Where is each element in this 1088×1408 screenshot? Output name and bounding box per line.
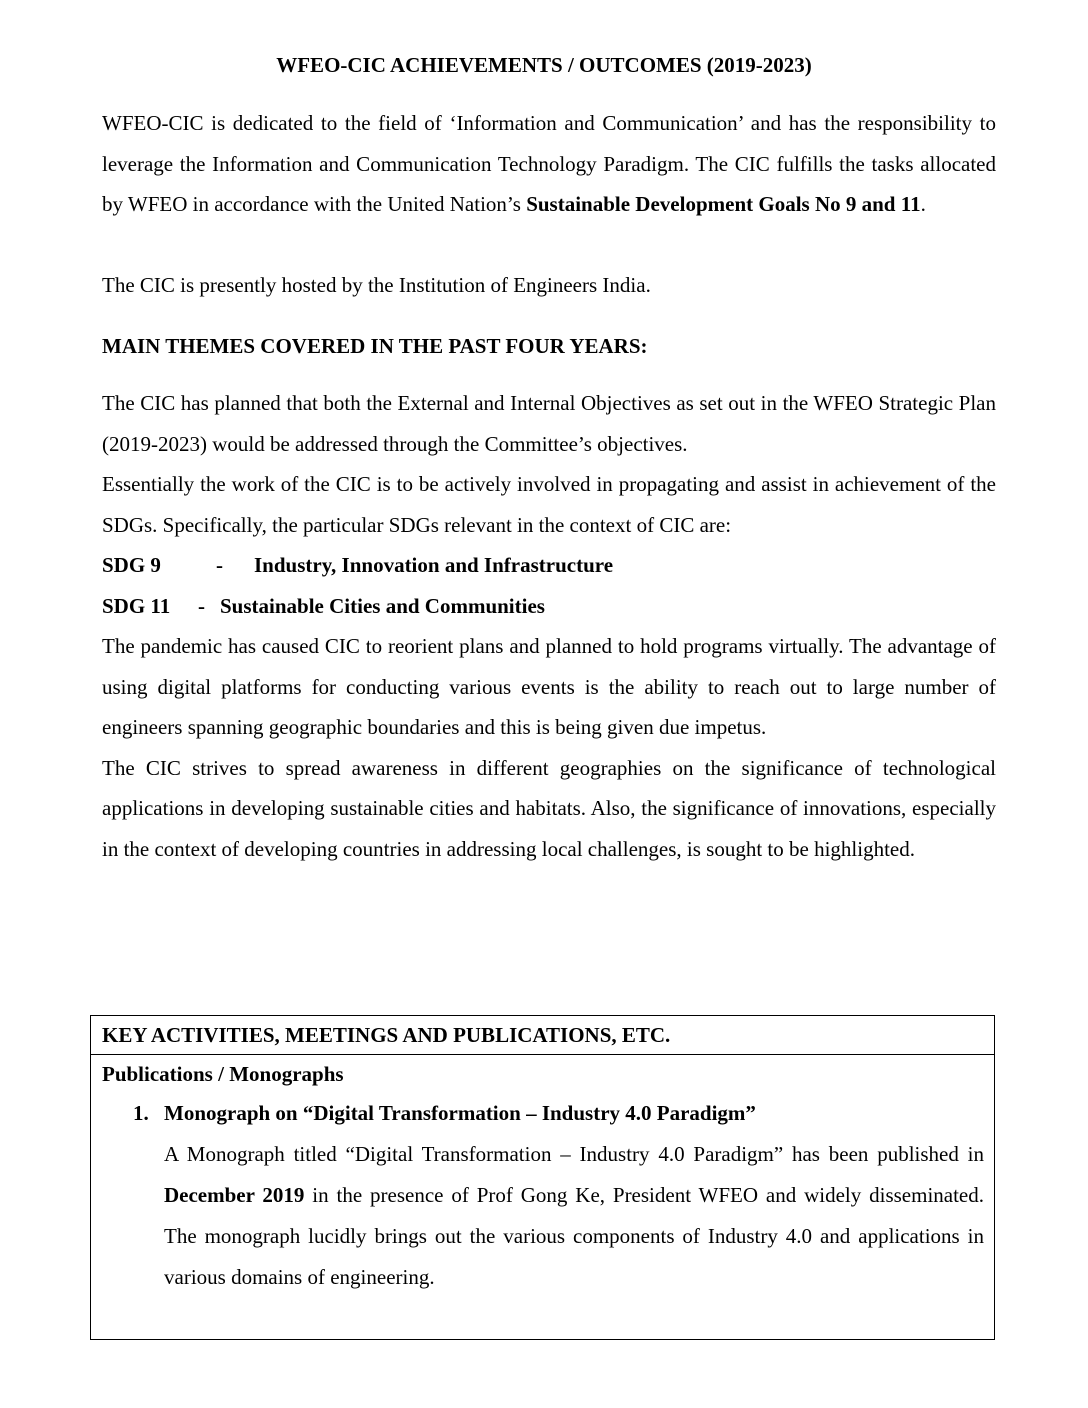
themes-paragraph-4: The CIC strives to spread awareness in different geographies on the significance of technological applications in developing sustainable cities and habitats. Also, the significance of innovations, especially in the context of developing countries in addressing local challenges, is sought to be highlighted. — [102, 755, 996, 861]
intro-text: WFEO-CIC is dedicated to the field of ‘Information and Communication’ and has the responsibility to leverage the Information and Communication Technology Paradigm. The CIC fulfills the tasks allocated by WFEO in accordance with the United Nation’s — [102, 111, 996, 216]
hosted-line: The CIC is presently hosted by the Institution of Engineers India. — [102, 273, 651, 297]
intro-bold-sdg: Sustainable Development Goals No 9 and 11 — [526, 192, 921, 216]
item-title: Monograph on “Digital Transformation – Industry 4.0 Paradigm” — [164, 1101, 756, 1125]
themes-paragraph-3: The pandemic has caused CIC to reorient plans and planned to hold programs virtually. The advantage of using digital platforms for conducting various events is the ability to reach out to large number of engineers spanning geographic boundaries and this is being given due impetus. — [102, 634, 996, 739]
sdg-code: SDG 9 — [102, 553, 161, 577]
table-section-title: Publications / Monographs — [102, 1062, 344, 1086]
sdg-item — [102, 545, 996, 586]
themes-paragraph-2: Essentially the work of the CIC is to be actively involved in propagating and assist in achievement of the SDGs. Specifically, the particular SDGs relevant in the context of CIC are: — [102, 472, 996, 537]
document-title: WFEO-CIC ACHIEVEMENTS / OUTCOMES (2019-2023) — [276, 53, 812, 77]
list-number: 1. — [133, 1101, 149, 1125]
intro-period: . — [920, 192, 926, 216]
item-description — [164, 1134, 984, 1298]
themes-body — [102, 383, 996, 869]
table-header: KEY ACTIVITIES, MEETINGS AND PUBLICATIONS, ETC. — [91, 1016, 994, 1055]
themes-heading: MAIN THEMES COVERED IN THE PAST FOUR YEARS: — [102, 334, 648, 358]
sdg-code: SDG 11 — [102, 593, 171, 618]
item-date: December 2019 — [164, 1183, 305, 1207]
item-text-rest: in the presence of Prof Gong Ke, President WFEO and widely disseminated. The monograph lucidly brings out the various components of Industry 4.0 and applications in various domains of engineering. — [164, 1183, 985, 1289]
intro-paragraph — [102, 103, 996, 225]
list-item — [91, 1093, 994, 1298]
sdg-dash: - — [216, 553, 223, 577]
item-text: A Monograph titled “Digital Transformation – Industry 4.0 Paradigm” has been published in — [164, 1142, 984, 1166]
sdg-name: Industry, Innovation and Infrastructure — [254, 553, 614, 577]
sdg-name: Sustainable Cities and Communities — [220, 593, 545, 618]
activities-table — [90, 1015, 995, 1340]
sdg-dash: - — [198, 593, 205, 618]
sdg-item — [102, 586, 996, 627]
themes-paragraph-1: The CIC has planned that both the External and Internal Objectives as set out in the WFEO Strategic Plan (2019-2023) would be addressed through the Committee’s objectives. — [102, 391, 996, 456]
